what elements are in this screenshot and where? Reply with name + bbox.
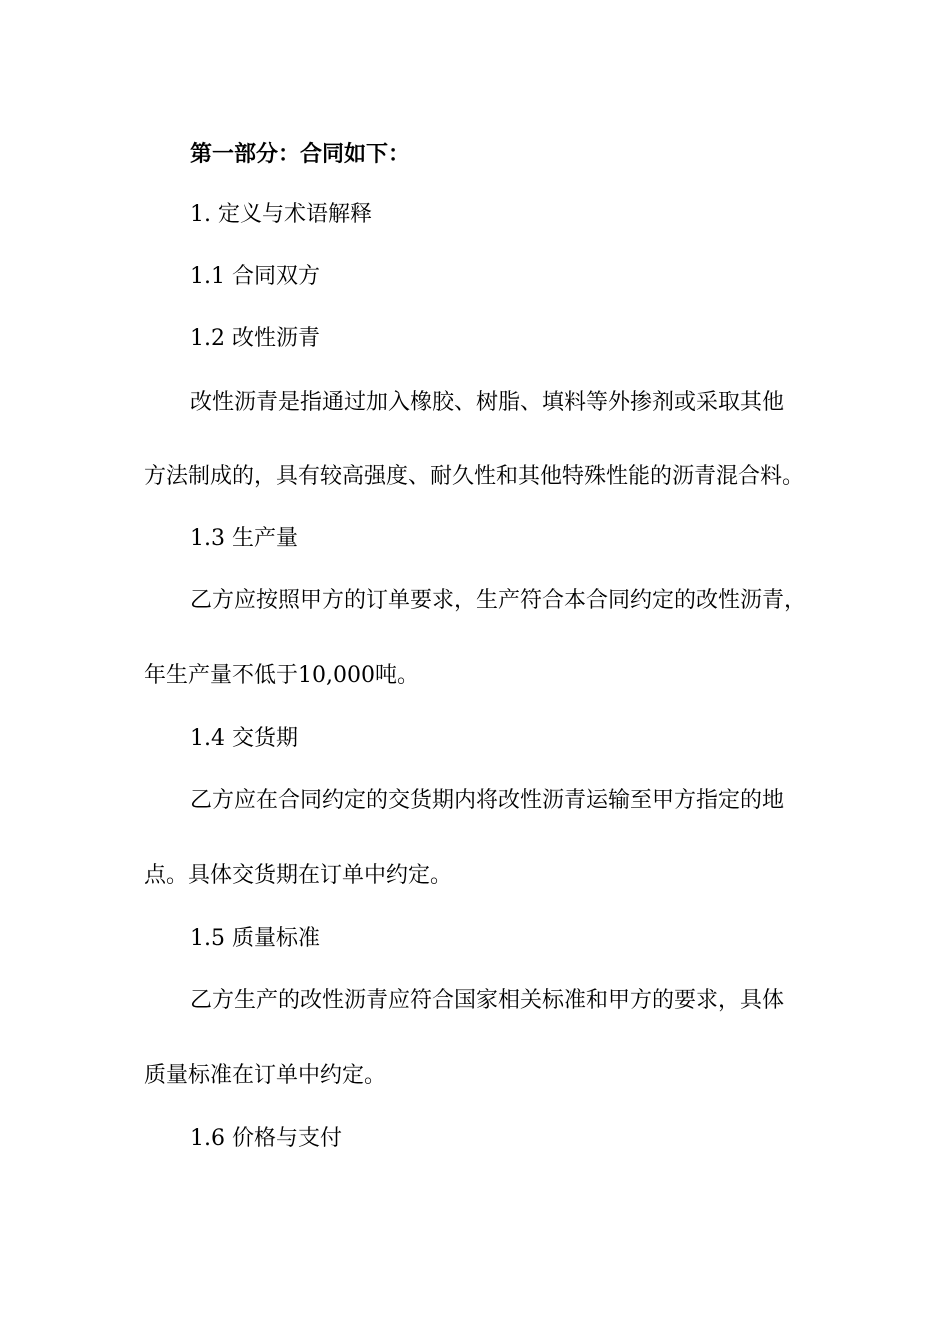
subsection-heading-modified-asphalt: 1.2 改性沥青: [190, 326, 320, 351]
paragraph-output-line-1: 乙方应按照甲方的订单要求，生产符合本合同约定的改性沥青，: [190, 588, 807, 613]
subsection-heading-output: 1.3 生产量: [190, 526, 298, 551]
paragraph-quality-line-1: 乙方生产的改性沥青应符合国家相关标准和甲方的要求，具体: [190, 988, 785, 1013]
part-heading: 第一部分：合同如下：: [190, 141, 411, 167]
paragraph-quality-line-2: 质量标准在订单中约定。: [144, 1063, 387, 1088]
section-heading-definitions: 1. 定义与术语解释: [190, 202, 372, 227]
subsection-heading-delivery: 1.4 交货期: [190, 726, 298, 751]
paragraph-modified-asphalt-line-2: 方法制成的，具有较高强度、耐久性和其他特殊性能的沥青混合料。: [144, 464, 805, 489]
subsection-heading-parties: 1.1 合同双方: [190, 264, 320, 289]
paragraph-delivery-line-1: 乙方应在合同约定的交货期内将改性沥青运输至甲方指定的地: [190, 788, 785, 813]
subsection-heading-price-payment: 1.6 价格与支付: [190, 1126, 342, 1151]
paragraph-output-line-2: 年生产量不低于10,000吨。: [144, 663, 419, 688]
paragraph-modified-asphalt-line-1: 改性沥青是指通过加入橡胶、树脂、填料等外掺剂或采取其他: [190, 390, 785, 415]
subsection-heading-quality: 1.5 质量标准: [190, 926, 320, 951]
paragraph-delivery-line-2: 点。具体交货期在订单中约定。: [144, 863, 453, 888]
